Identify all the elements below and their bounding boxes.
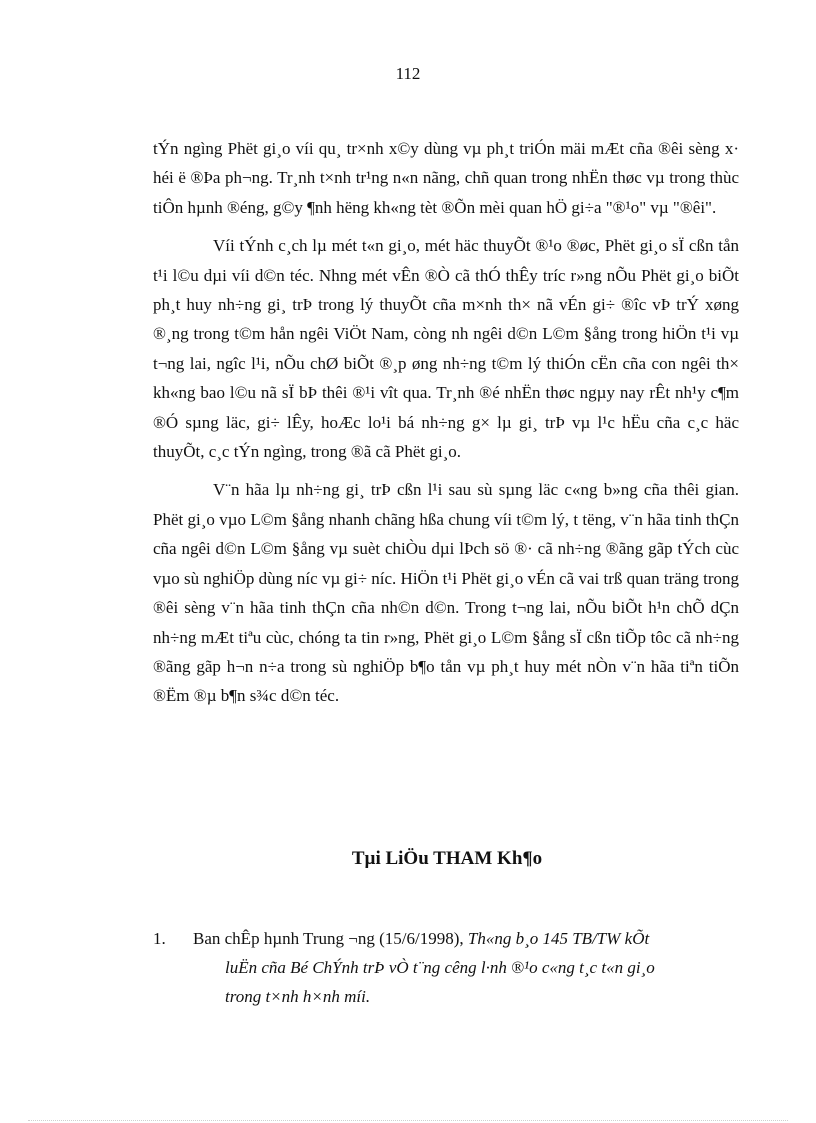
reference-author: Ban chÊp hµnh Trung ¬ng (15/6/1998), (193, 929, 464, 948)
reference-title-line-1: Th«ng b¸o 145 TB/TW kÕt (467, 929, 650, 948)
reference-title-line-2: luËn cña Bé ChÝnh trÞ vÒ t¨ng cêng l·nh ®¹o c«ng t¸c t«n gi¸o (225, 958, 655, 977)
references-heading: Tµi LiÖu THAM Kh¶o (351, 848, 543, 869)
paragraph-3: V¨n hãa lµ nh÷ng gi¸ trÞ cßn l¹i sau sù sµng läc c«ng b»ng cña thêi gian. Phët gi¸o vµo L©m §ång nhanh chãng hßa chung víi t©m lý, t tëng, v¨n hãa tinh thÇn cña ngêi d©n L©m §ång vµ suèt chiÒu dµi lÞch sö ®· cã nh÷ng ®ãng gãp tÝch cùc vµo sù nghiÖp dùng níc vµ gi÷ níc. HiÖn t¹i Phët gi¸o vÉn cã vai trß quan träng trong ®êi sèng v¨n hãa tinh thÇn cña nh©n d©n. Trong t¬ng lai, nÕu biÕt h¹n chÕ dÇn nh÷ng mÆt tiªu cùc, chóng ta tin r»ng, Phët gi¸o L©m §ång sÏ cßn tiÕp tôc cã nh÷ng ®ãng gãp h¬n n÷a trong sù nghiÖp b¶o tån vµ ph¸t huy mét nÒn v¨n hãa tiªn tiÕn ®Ëm ®µ b¶n s¾c d©n téc. (153, 480, 739, 706)
page-number: 112 (395, 64, 421, 83)
reference-content (193, 924, 743, 1011)
reference-list (153, 924, 743, 1011)
body-text (153, 134, 739, 720)
paragraph-2: Víi tÝnh c¸ch lµ mét t«n gi¸o, mét häc thuyÕt ®¹o ®øc, Phët gi¸o sÏ cßn tån t¹i l©u dµi víi d©n téc. Nhng mét vÊn ®Ò cã thÓ thÊy tríc r»ng nÕu Phët gi¸o biÕt ph¸t huy nh÷ng gi¸ trÞ trong lý thuyÕt cña m×nh th× nã vÉn gi÷ ®îc vÞ trÝ xøng ®¸ng trong t©m hån ngêi ViÖt Nam, còng nh ngêi d©n L©m §ång trong hiÖn t¹i vµ t¬ng lai, ngîc l¹i, nÕu chØ biÕt ®¸p øng nh÷ng t©m lý thiÓn cËn cña con ngêi th× kh«ng bao l©u nã sÏ bÞ thêi ®¹i vît qua. Tr¸nh ®é nhËn thøc ngµy nay rÊt nh¹y c¶m ®Ó sµng läc, gi÷ lÊy, hoÆc lo¹i bá nh÷ng g× lµ gi¸ trÞ vµ l¹c hËu cña c¸c häc thuyÕt, c¸c tÝn ngìng, trong ®ã cã Phët gi¸o. (153, 236, 739, 462)
reference-number: 1. (153, 929, 166, 948)
paragraph-1: tÝn ngìng Phët gi¸o víi qu¸ tr×nh x©y dùng vµ ph¸t triÓn mäi mÆt cña ®êi sèng x· héi ë ®Þa ph¬ng. Tr¸nh t×nh tr¹ng n«n nãng, chñ quan trong nhËn thøc vµ trong thùc tiÔn hµnh ®éng, g©y ¶nh hëng kh«ng tèt ®Õn mèi quan hÖ gi÷a "®¹o" vµ "®êi". (153, 139, 739, 217)
reference-title-line-3: trong t×nh h×nh míi. (225, 987, 371, 1006)
page-bottom-rule (28, 1120, 788, 1121)
reference-item (153, 924, 743, 1011)
